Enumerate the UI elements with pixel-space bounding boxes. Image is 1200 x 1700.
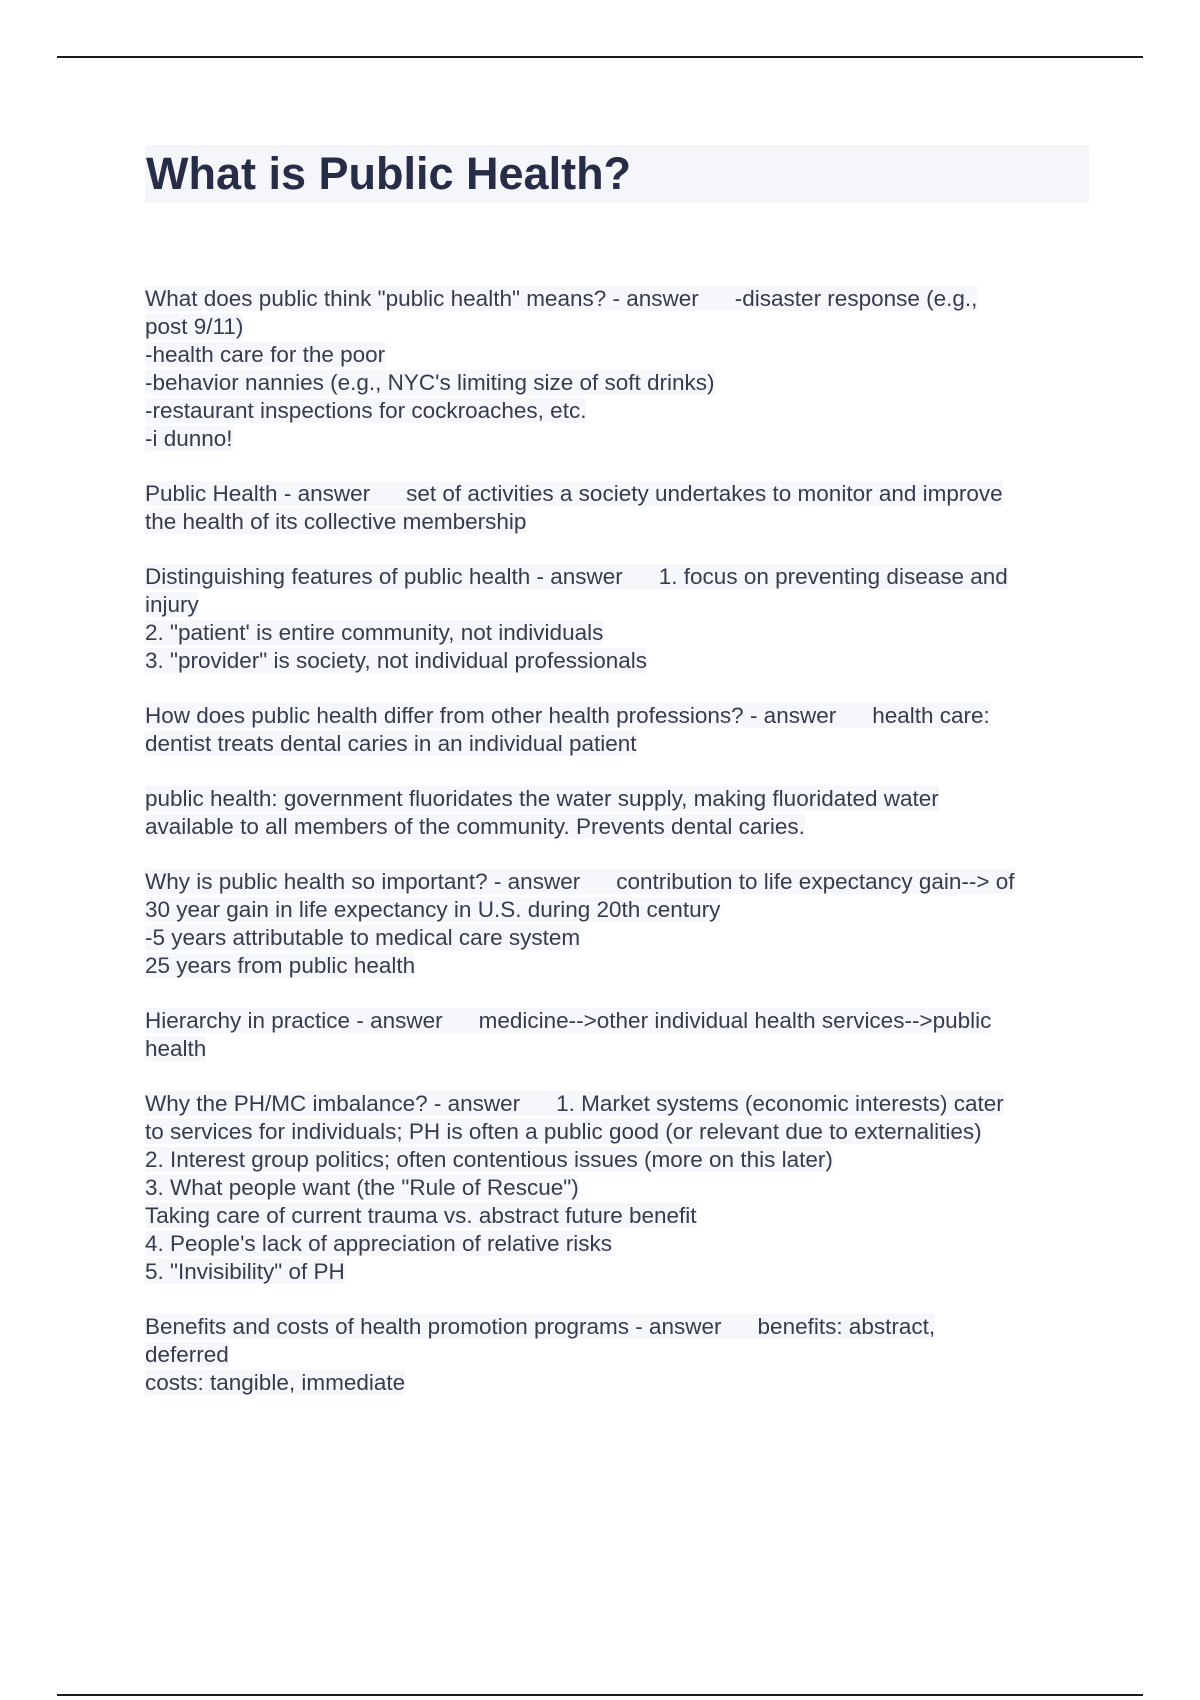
qa-answer-line: the health of its collective membership bbox=[145, 509, 527, 534]
qa-answer-separator: - answer bbox=[277, 481, 371, 506]
qa-entry bbox=[145, 563, 1095, 675]
qa-answer-line: -behavior nannies (e.g., NYC's limiting size of soft drinks) bbox=[145, 370, 715, 395]
qa-question: Why is public health so important? bbox=[145, 869, 488, 894]
qa-answer-line: contribution to life expectancy gain--> of bbox=[616, 869, 1015, 894]
qa-entry bbox=[145, 1007, 1095, 1063]
qa-answer-separator: - answer bbox=[629, 1314, 722, 1339]
qa-question: Hierarchy in practice bbox=[145, 1008, 351, 1033]
qa-question: What does public think "public health" means? bbox=[145, 286, 607, 311]
qa-answer-line: benefits: abstract, bbox=[757, 1314, 936, 1339]
qa-answer-line: to services for individuals; PH is often a public good (or relevant due to externalities) bbox=[145, 1119, 982, 1144]
qa-answer-separator: - answer bbox=[743, 703, 837, 728]
qa-answer-separator: - answer bbox=[606, 286, 699, 311]
qa-answer-line: health care: bbox=[872, 703, 990, 728]
qa-answer-line: set of activities a society undertakes to monitor and improve bbox=[406, 481, 1003, 506]
qa-answer-line: 2. "patient' is entire community, not individuals bbox=[145, 620, 604, 645]
qa-answer-line: -health care for the poor bbox=[145, 342, 386, 367]
qa-answer-line: -i dunno! bbox=[145, 426, 233, 451]
qa-answer-line: 3. What people want (the "Rule of Rescue") bbox=[145, 1175, 579, 1200]
qa-answer-separator: - answer bbox=[350, 1008, 443, 1033]
qa-entry bbox=[145, 1313, 1095, 1397]
qa-answer-line: injury bbox=[145, 592, 199, 617]
qa-answer-line: 30 year gain in life expectancy in U.S. during 20th century bbox=[145, 897, 721, 922]
qa-answer-line: costs: tangible, immediate bbox=[145, 1370, 406, 1395]
qa-entry bbox=[145, 868, 1095, 980]
qa-answer-line: 2. Interest group politics; often contentious issues (more on this later) bbox=[145, 1147, 833, 1172]
qa-answer-line: 1. focus on preventing disease and bbox=[658, 564, 1008, 589]
qa-answer-line: 5. "Invisibility" of PH bbox=[145, 1259, 345, 1284]
qa-entry bbox=[145, 702, 1095, 841]
top-rule bbox=[57, 56, 1143, 58]
qa-entry bbox=[145, 285, 1095, 453]
qa-answer-line: available to all members of the community. Prevents dental caries. bbox=[145, 814, 805, 839]
qa-question: Distinguishing features of public health bbox=[145, 564, 531, 589]
qa-answer-line: Taking care of current trauma vs. abstract future benefit bbox=[145, 1203, 697, 1228]
page-title: What is Public Health? bbox=[146, 148, 632, 199]
qa-answer-separator: - answer bbox=[530, 564, 623, 589]
qa-answer-line: public health: government fluoridates the water supply, making fluoridated water bbox=[145, 786, 939, 811]
qa-answer-line: 4. People's lack of appreciation of relative risks bbox=[145, 1231, 613, 1256]
qa-answer-line: -disaster response (e.g., bbox=[734, 286, 978, 311]
qa-list bbox=[145, 285, 1095, 1424]
qa-answer-separator: - answer bbox=[427, 1091, 521, 1116]
qa-answer-line: 25 years from public health bbox=[145, 953, 416, 978]
qa-answer-line: dentist treats dental caries in an individual patient bbox=[145, 731, 637, 756]
qa-answer-line: deferred bbox=[145, 1342, 229, 1367]
qa-answer-line: health bbox=[145, 1036, 207, 1061]
qa-answer-line: medicine-->other individual health services-->public bbox=[478, 1008, 992, 1033]
qa-entry bbox=[145, 480, 1095, 536]
qa-entry bbox=[145, 1090, 1095, 1286]
qa-answer-line: -5 years attributable to medical care system bbox=[145, 925, 581, 950]
qa-answer-separator: - answer bbox=[487, 869, 581, 894]
qa-answer-line: 1. Market systems (economic interests) cater bbox=[556, 1091, 1004, 1116]
qa-answer-line: post 9/11) bbox=[145, 314, 244, 339]
qa-answer-line: 3. "provider" is society, not individual professionals bbox=[145, 648, 648, 673]
qa-question: How does public health differ from other health professions? bbox=[145, 703, 744, 728]
qa-question: Benefits and costs of health promotion programs bbox=[145, 1314, 630, 1339]
qa-blank-line bbox=[145, 758, 1095, 785]
qa-question: Public Health bbox=[145, 481, 278, 506]
bottom-rule bbox=[57, 1694, 1143, 1696]
qa-answer-line: -restaurant inspections for cockroaches, etc. bbox=[145, 398, 587, 423]
qa-question: Why the PH/MC imbalance? bbox=[145, 1091, 428, 1116]
